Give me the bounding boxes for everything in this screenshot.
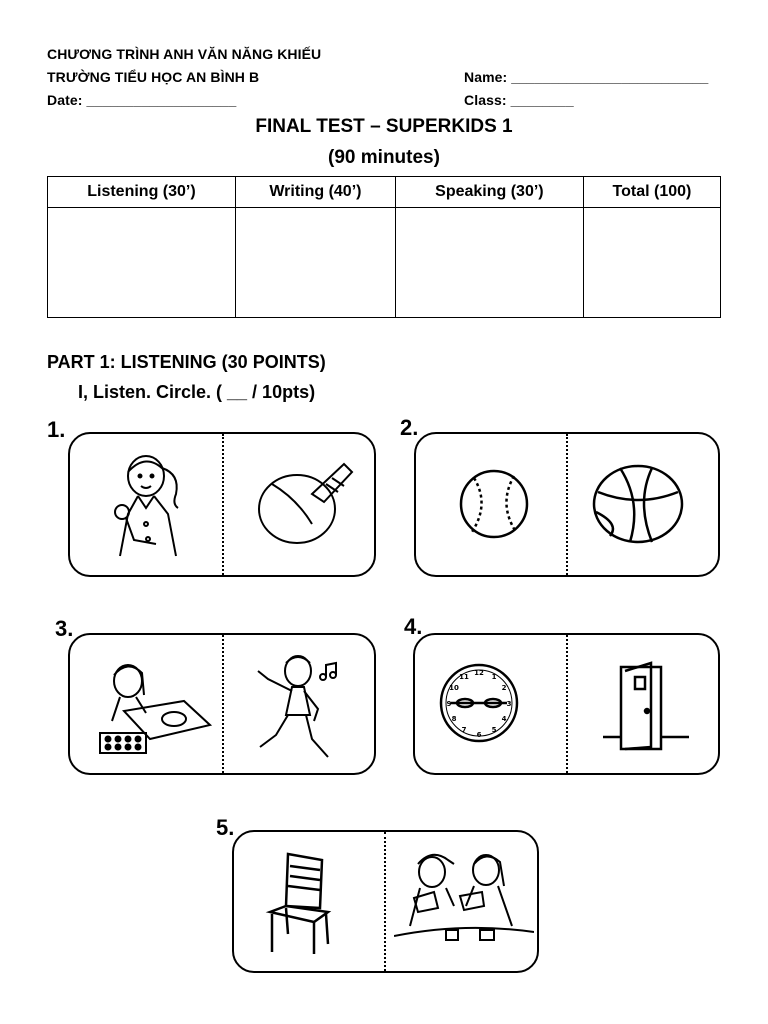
svg-text:7: 7	[461, 726, 467, 734]
svg-text:11: 11	[459, 673, 469, 681]
ping-pong-paddle-icon[interactable]	[252, 454, 362, 554]
program-name: CHƯƠNG TRÌNH ANH VĂN NĂNG KHIẾU	[47, 46, 322, 62]
header-total: Total (100)	[583, 177, 720, 208]
baseball-icon[interactable]	[456, 466, 532, 542]
svg-text:9: 9	[446, 700, 452, 708]
svg-text:10: 10	[449, 684, 459, 692]
svg-text:1: 1	[491, 673, 497, 681]
score-cell-total[interactable]	[583, 208, 720, 318]
girl-eating-icon[interactable]	[98, 444, 198, 564]
girl-painting-icon[interactable]	[94, 651, 214, 761]
score-table	[47, 176, 721, 318]
item-5-card	[232, 830, 539, 973]
svg-text:2: 2	[501, 684, 507, 692]
date-field: Date: ___________________	[47, 92, 237, 108]
score-cell-listening[interactable]	[48, 208, 236, 318]
item-4-card	[413, 633, 720, 775]
svg-text:4: 4	[501, 715, 507, 723]
svg-text:6: 6	[476, 731, 482, 739]
basketball-icon[interactable]	[590, 462, 686, 546]
clock-icon[interactable]	[437, 661, 521, 745]
header-speaking: Speaking (30’)	[395, 177, 583, 208]
item-1-card	[68, 432, 376, 577]
score-cell-writing[interactable]	[235, 208, 395, 318]
item-2-number: 2.	[400, 415, 419, 440]
boy-dancing-icon[interactable]	[246, 649, 346, 765]
door-icon[interactable]	[601, 657, 691, 753]
svg-text:12: 12	[474, 669, 484, 677]
part1-instruction: I, Listen. Circle. ( __ / 10pts)	[78, 382, 316, 402]
class-field: Class: ________	[464, 92, 574, 108]
test-duration: (90 minutes)	[328, 147, 440, 168]
chair-icon[interactable]	[264, 848, 344, 958]
svg-text:3: 3	[506, 700, 512, 708]
school-name: TRƯỜNG TIỂU HỌC AN BÌNH B	[47, 69, 260, 85]
item-2-card	[414, 432, 720, 577]
name-field: Name: _________________________	[464, 69, 709, 85]
score-cell-speaking[interactable]	[395, 208, 583, 318]
item-4-number: 4.	[404, 614, 423, 639]
kids-playing-cards-icon[interactable]	[394, 846, 534, 958]
item-3-number: 3.	[55, 616, 74, 641]
test-title: FINAL TEST – SUPERKIDS 1	[255, 116, 513, 137]
item-1-number: 1.	[47, 417, 66, 442]
part1-heading: PART 1: LISTENING (30 POINTS)	[47, 352, 326, 372]
svg-text:5: 5	[491, 726, 497, 734]
svg-text:8: 8	[451, 715, 457, 723]
header-writing: Writing (40’)	[235, 177, 395, 208]
item-3-card	[68, 633, 376, 775]
header-listening: Listening (30’)	[48, 177, 236, 208]
item-5-number: 5.	[216, 815, 235, 840]
